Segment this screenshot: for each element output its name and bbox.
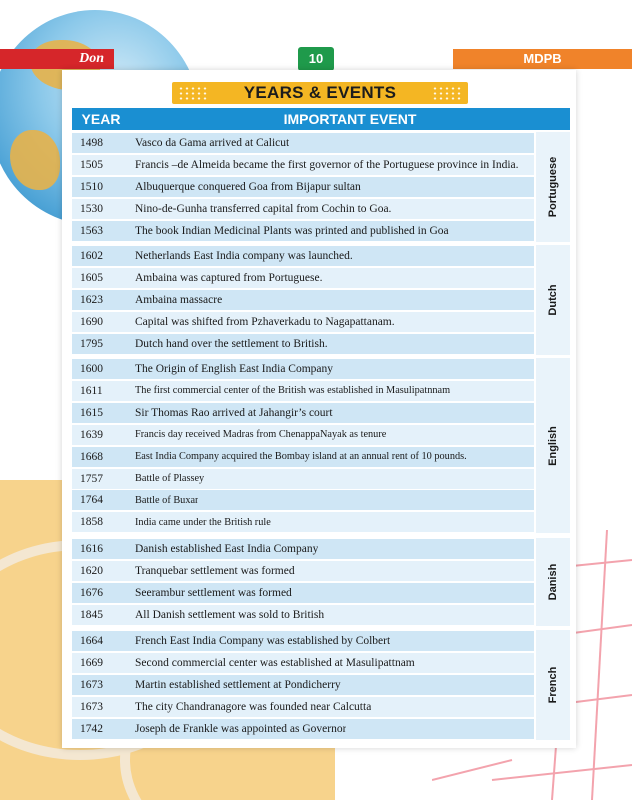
header-right-bar bbox=[453, 49, 632, 69]
table-row bbox=[72, 334, 534, 354]
table-row bbox=[72, 221, 534, 241]
row-event: The city Chandranagore was founded near Calcutta bbox=[135, 700, 372, 713]
row-year: 1668 bbox=[80, 450, 103, 463]
row-year: 1620 bbox=[80, 564, 103, 577]
row-event: All Danish settlement was sold to British bbox=[135, 608, 325, 621]
table-row bbox=[72, 177, 534, 197]
table-row bbox=[72, 469, 534, 489]
row-year: 1673 bbox=[80, 678, 103, 691]
table-row bbox=[72, 631, 534, 651]
group-label-column bbox=[536, 538, 570, 626]
group-dutch bbox=[72, 245, 570, 355]
row-event: Battle of Plassey bbox=[135, 473, 205, 484]
row-year: 1742 bbox=[80, 722, 103, 735]
row-event: Seerambur settlement was formed bbox=[135, 586, 292, 599]
group-label-column bbox=[536, 245, 570, 355]
page-number-badge: 10 bbox=[298, 47, 334, 71]
row-year: 1664 bbox=[80, 635, 103, 647]
table-row bbox=[72, 561, 534, 581]
row-year: 1615 bbox=[80, 406, 103, 419]
row-event: Martin established settlement at Pondicherry bbox=[135, 678, 341, 691]
row-year: 1530 bbox=[80, 202, 103, 215]
group-label: English bbox=[547, 425, 559, 466]
row-year: 1563 bbox=[80, 224, 103, 237]
table-row bbox=[72, 653, 534, 673]
row-event: Ambaina massacre bbox=[135, 293, 223, 306]
table-row bbox=[72, 719, 534, 739]
table-row bbox=[72, 512, 534, 532]
row-year: 1510 bbox=[80, 180, 103, 193]
row-year: 1673 bbox=[80, 700, 103, 713]
group-english bbox=[72, 358, 570, 533]
header-left-label: Don bbox=[79, 51, 104, 66]
group-label: Dutch bbox=[547, 284, 559, 316]
table-row bbox=[72, 312, 534, 332]
row-event: Tranquebar settlement was formed bbox=[135, 564, 295, 577]
table-row bbox=[72, 425, 534, 445]
group-danish bbox=[72, 538, 570, 626]
row-year: 1600 bbox=[80, 363, 103, 375]
table-row bbox=[72, 268, 534, 288]
group-french bbox=[72, 630, 570, 740]
row-event: Sir Thomas Rao arrived at Jahangir’s court bbox=[135, 406, 333, 419]
table-row bbox=[72, 133, 534, 153]
header-right-label: MDPB bbox=[523, 51, 562, 66]
row-year: 1616 bbox=[80, 543, 103, 555]
row-event: Vasco da Gama arrived at Calicut bbox=[135, 137, 290, 149]
row-year: 1669 bbox=[80, 656, 103, 669]
row-year: 1690 bbox=[80, 315, 103, 328]
row-event: India came under the British rule bbox=[135, 516, 271, 528]
table-row bbox=[72, 675, 534, 695]
row-year: 1757 bbox=[80, 472, 103, 485]
row-event: Danish established East India Company bbox=[135, 543, 319, 555]
table-row bbox=[72, 447, 534, 467]
column-header-event: IMPORTANT EVENT bbox=[283, 111, 417, 127]
header-left-bar bbox=[0, 49, 114, 69]
row-event: Joseph de Frankle was appointed as Governor bbox=[135, 722, 347, 735]
row-year: 1639 bbox=[80, 428, 103, 441]
row-event: East India Company acquired the Bombay island at an annual rent of 10 pounds. bbox=[135, 451, 467, 463]
row-event: Capital was shifted from Pzhaverkadu to Nagapattanam. bbox=[135, 315, 395, 328]
table-row bbox=[72, 403, 534, 423]
table-row bbox=[72, 199, 534, 219]
row-event: Dutch hand over the settlement to British. bbox=[135, 337, 328, 350]
group-label: Danish bbox=[547, 563, 559, 601]
row-year: 1764 bbox=[80, 494, 103, 507]
group-label: Portuguese bbox=[547, 156, 559, 218]
row-event: Albuquerque conquered Goa from Bijapur sultan bbox=[135, 180, 361, 193]
table-row bbox=[72, 583, 534, 603]
row-event: Battle of Buxar bbox=[135, 494, 199, 506]
row-event: Nino-de-Gunha transferred capital from Cochin to Goa. bbox=[135, 202, 392, 215]
table-row bbox=[72, 539, 534, 559]
table-header bbox=[72, 108, 570, 130]
row-year: 1505 bbox=[80, 158, 103, 171]
row-event: French East India Company was established by Colbert bbox=[135, 635, 391, 647]
table-row bbox=[72, 697, 534, 717]
row-event: Netherlands East India company was launched. bbox=[135, 250, 353, 262]
column-header-year: YEAR bbox=[81, 111, 121, 127]
table-row bbox=[72, 490, 534, 510]
group-portuguese bbox=[72, 132, 570, 242]
group-label-column bbox=[536, 358, 570, 533]
row-year: 1498 bbox=[80, 137, 103, 149]
row-year: 1858 bbox=[80, 516, 103, 529]
table-row bbox=[72, 359, 534, 379]
row-year: 1602 bbox=[80, 250, 103, 262]
row-year: 1795 bbox=[80, 337, 103, 350]
row-year: 1611 bbox=[80, 384, 103, 397]
table-row bbox=[72, 155, 534, 175]
row-event: The Origin of English East India Company bbox=[135, 363, 334, 375]
row-year: 1676 bbox=[80, 586, 103, 599]
row-event: Francis –de Almeida became the first governor of the Portuguese province in India. bbox=[135, 158, 519, 171]
table-row bbox=[72, 605, 534, 625]
row-year: 1605 bbox=[80, 271, 103, 284]
page-title: YEARS & EVENTS bbox=[243, 83, 397, 102]
group-label: French bbox=[547, 666, 559, 704]
table-row bbox=[72, 246, 534, 266]
row-event: Francis day received Madras from ChenappaNayak as tenure bbox=[135, 429, 387, 441]
row-year: 1623 bbox=[80, 293, 103, 306]
group-label-column bbox=[536, 132, 570, 242]
table-row bbox=[72, 290, 534, 310]
row-event: The first commercial center of the British was established in Masulipatnnam bbox=[135, 385, 451, 397]
group-label-column bbox=[536, 630, 570, 740]
row-event: The book Indian Medicinal Plants was printed and published in Goa bbox=[135, 224, 449, 237]
row-event: Second commercial center was established at Masulipattnam bbox=[135, 656, 415, 669]
row-event: Ambaina was captured from Portuguese. bbox=[135, 271, 323, 284]
row-year: 1845 bbox=[80, 608, 103, 621]
table-row bbox=[72, 381, 534, 401]
